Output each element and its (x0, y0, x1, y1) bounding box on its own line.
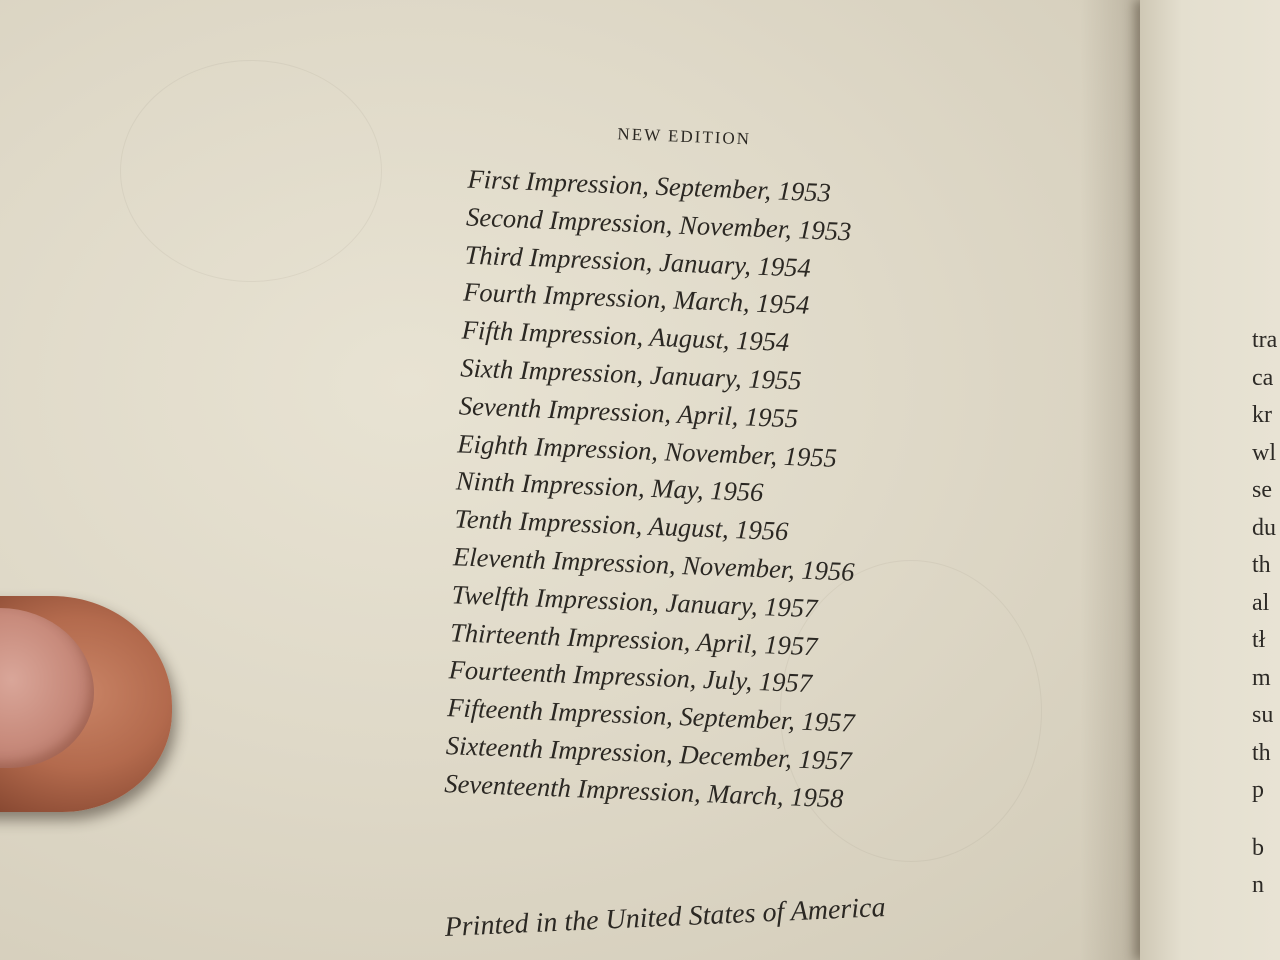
facing-page-text (1252, 322, 1280, 905)
text-fragment: ca (1252, 364, 1274, 391)
impression-line: Fifth Impression, August, 1954 (461, 314, 790, 358)
impression-line: Fourteenth Impression, July, 1957 (448, 654, 813, 699)
text-fragment: th (1252, 552, 1271, 578)
show-through-mark (120, 60, 382, 282)
impression-line: Ninth Impression, May, 1956 (455, 465, 764, 508)
right-book-page (1140, 0, 1280, 960)
text-fragment: su (1252, 702, 1274, 728)
text-fragment: m (1252, 664, 1271, 691)
text-fragment: al (1252, 589, 1270, 616)
text-fragment: tra (1252, 327, 1278, 353)
impression-line: Seventh Impression, April, 1955 (458, 390, 799, 434)
thumbnail-nail (0, 608, 94, 768)
impression-line: Eighth Impression, November, 1955 (456, 427, 838, 473)
printed-in-line: Printed in the United States of America (444, 891, 887, 943)
impression-line: Eleventh Impression, November, 1956 (452, 541, 856, 587)
impression-line: First Impression, September, 1953 (467, 163, 832, 208)
text-fragment: kr (1252, 402, 1272, 428)
impression-line: Thirteenth Impression, April, 1957 (449, 616, 818, 661)
impression-list (444, 161, 876, 819)
copyright-block (443, 118, 1014, 814)
text-fragment: p (1252, 777, 1264, 803)
impression-line: Fourth Impression, March, 1954 (462, 276, 810, 321)
text-fragment: th (1252, 739, 1271, 766)
impression-line: Sixteenth Impression, December, 1957 (445, 730, 853, 776)
text-fragment: b (1252, 834, 1264, 861)
impression-line: Fifteenth Impression, September, 1957 (446, 692, 856, 738)
impression-line: Seventeenth Impression, March, 1958 (443, 767, 844, 814)
text-fragment: tł (1252, 627, 1266, 653)
impression-line: Sixth Impression, January, 1955 (459, 352, 803, 396)
impression-line: Third Impression, January, 1954 (464, 239, 812, 283)
text-fragment: se (1252, 477, 1272, 503)
text-fragment: du (1252, 514, 1276, 541)
impression-line: Tenth Impression, August, 1956 (454, 503, 789, 547)
text-fragment: n (1252, 872, 1264, 898)
edition-heading: NEW EDITION (617, 124, 752, 149)
impression-line: Second Impression, November, 1953 (465, 201, 852, 247)
impression-line: Twelfth Impression, January, 1957 (451, 579, 818, 624)
text-fragment: wl (1252, 439, 1276, 466)
